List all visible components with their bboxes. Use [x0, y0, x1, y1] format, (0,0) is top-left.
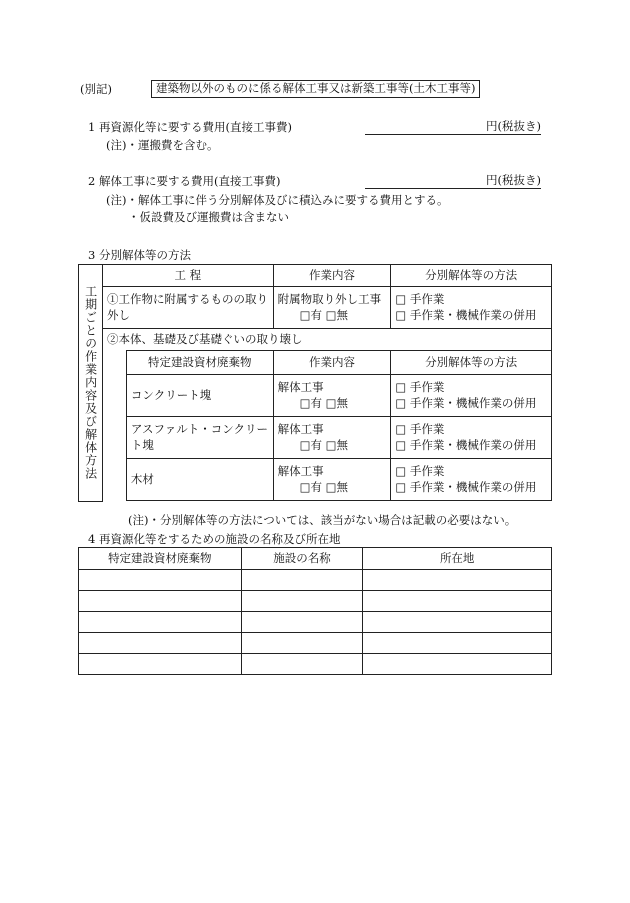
wood-work-label: 解体工事 [277, 463, 324, 478]
concrete-yes-no[interactable]: □有 □無 [299, 395, 348, 410]
sec2-label: 2 解体工事に要する費用(直接工事費) [88, 174, 281, 188]
facility-cell[interactable] [241, 654, 363, 675]
header-houhou: 分別解体等の方法 [391, 265, 552, 287]
sec2-note-2: ・仮設費及び運搬費は含まない [128, 210, 289, 224]
sec2-note-1: (注)・解体工事に伴う分別解体及びに積込みに要する費用とする。 [106, 193, 449, 207]
facility-cell[interactable] [79, 591, 242, 612]
facility-cell[interactable] [363, 654, 552, 675]
asphalt-method [391, 417, 552, 459]
material-wood: 木材 [126, 459, 273, 501]
table-row [79, 654, 552, 675]
document-title: 建築物以外のものに係る解体工事又は新築工事等(土木工事等) [151, 80, 480, 98]
material-concrete: コンクリート塊 [126, 375, 273, 417]
facility-header-waste: 特定建設資材廃棄物 [79, 548, 242, 570]
sec2-unit: 円(税抜き) [486, 173, 541, 187]
table-row [79, 633, 552, 654]
facility-cell[interactable] [241, 570, 363, 591]
asphalt-opt-manual[interactable]: □ 手作業 [395, 421, 445, 436]
step2-indent [102, 351, 126, 502]
step1-work-label: 附属物取り外し工事 [277, 291, 382, 306]
facility-cell[interactable] [79, 654, 242, 675]
wood-yes-no[interactable]: □有 □無 [299, 479, 348, 494]
asphalt-yes-no[interactable]: □有 □無 [299, 437, 348, 452]
step1-opt-combined[interactable]: □ 手作業・機械作業の併用 [395, 307, 537, 322]
table-row [79, 591, 552, 612]
facility-table [78, 547, 552, 675]
concrete-opt-combined[interactable]: □ 手作業・機械作業の併用 [395, 395, 537, 410]
asphalt-opt-combined[interactable]: □ 手作業・機械作業の併用 [395, 437, 537, 452]
facility-cell[interactable] [363, 570, 552, 591]
sec3-label: 3 分別解体等の方法 [88, 248, 191, 262]
wood-opt-combined[interactable]: □ 手作業・機械作業の併用 [395, 479, 537, 494]
sec2-amount-field[interactable] [365, 175, 541, 189]
betsuki-label: (別記) [80, 82, 112, 96]
concrete-opt-manual[interactable]: □ 手作業 [395, 379, 445, 394]
step1-yes-no[interactable]: □有 □無 [299, 307, 348, 322]
facility-cell[interactable] [79, 570, 242, 591]
facility-cell[interactable] [79, 633, 242, 654]
concrete-work-label: 解体工事 [277, 379, 324, 394]
asphalt-work [273, 417, 391, 459]
step1-opt-manual[interactable]: □ 手作業 [395, 291, 445, 306]
sec1-unit: 円(税抜き) [486, 119, 541, 133]
header-naiyou-2: 作業内容 [273, 351, 391, 375]
facility-cell[interactable] [363, 612, 552, 633]
step1-method [391, 287, 552, 329]
sec4-label: 4 再資源化等をするための施設の名称及び所在地 [88, 532, 341, 546]
facility-header-location: 所在地 [363, 548, 552, 570]
sec1-amount-field[interactable] [365, 121, 541, 135]
facility-cell[interactable] [241, 612, 363, 633]
wood-opt-manual[interactable]: □ 手作業 [395, 463, 445, 478]
facility-cell[interactable] [241, 591, 363, 612]
step2-label: ②本体、基礎及び基礎ぐいの取り壊し [102, 329, 551, 351]
facility-cell[interactable] [79, 612, 242, 633]
step1-label: ①工作物に附属するものの取り外し [102, 287, 273, 329]
facility-cell[interactable] [363, 591, 552, 612]
concrete-work [273, 375, 391, 417]
material-asphalt: アスファルト・コンクリート塊 [126, 417, 273, 459]
header-waste: 特定建設資材廃棄物 [126, 351, 273, 375]
wood-method [391, 459, 552, 501]
wood-work [273, 459, 391, 501]
header-houhou-2: 分別解体等の方法 [391, 351, 552, 375]
sec1-label: 1 再資源化等に要する費用(直接工事費) [88, 120, 292, 134]
separation-method-table [78, 264, 552, 502]
table-row [79, 612, 552, 633]
facility-cell[interactable] [363, 633, 552, 654]
asphalt-work-label: 解体工事 [277, 421, 324, 436]
concrete-method [391, 375, 552, 417]
step1-work [273, 287, 391, 329]
table-row [79, 570, 552, 591]
header-koutei: 工 程 [102, 265, 273, 287]
sec1-note: (注)・運搬費を含む。 [106, 138, 219, 152]
header-naiyou: 作業内容 [273, 265, 391, 287]
facility-cell[interactable] [241, 633, 363, 654]
facility-header-name: 施設の名称 [241, 548, 363, 570]
side-label: 工期ごとの作業内容及び解体方法 [79, 265, 103, 502]
sec3-note: (注)・分別解体等の方法については、該当がない場合は記載の必要はない。 [128, 513, 517, 527]
